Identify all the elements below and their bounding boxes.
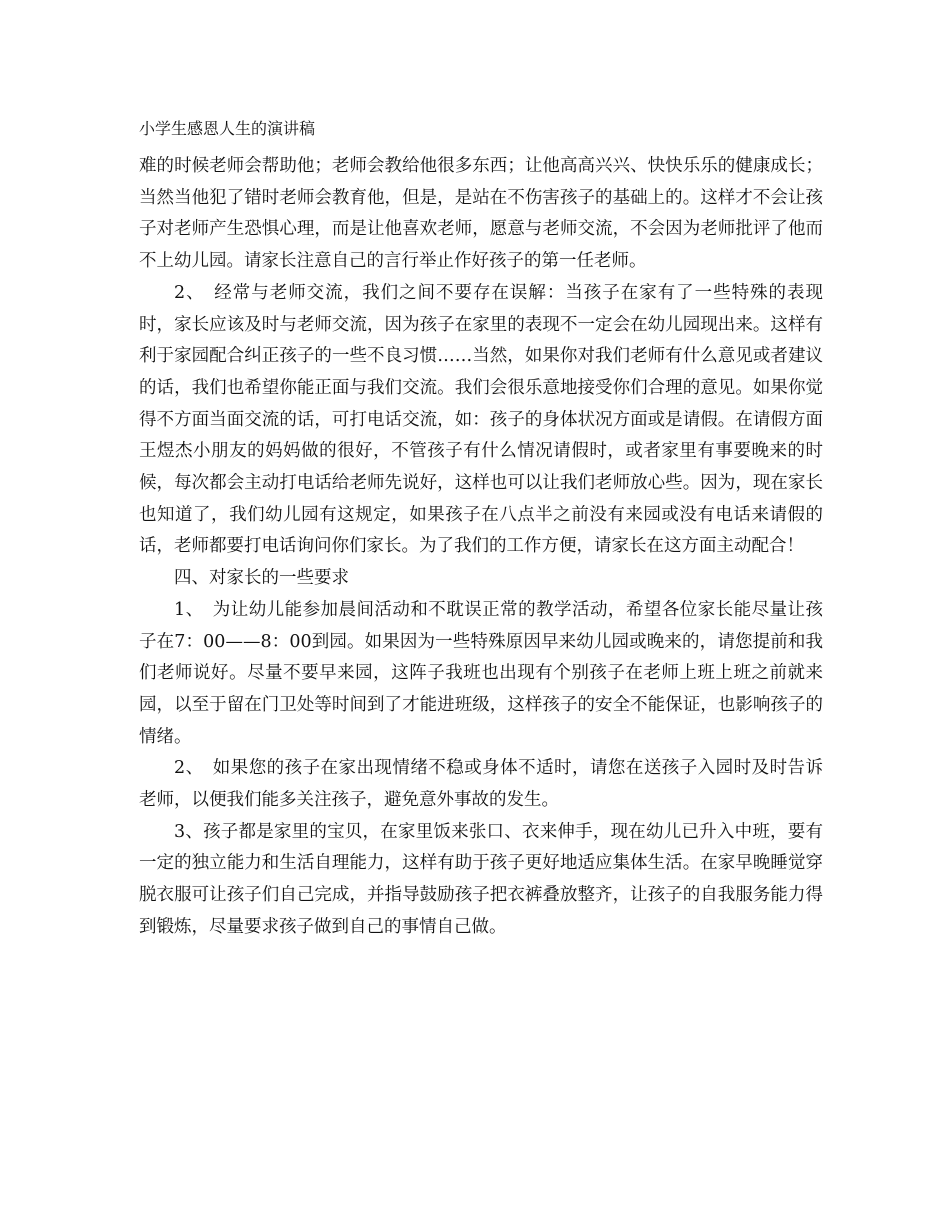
section-heading-parent-requirements: 四、对家长的一些要求 [174,568,349,589]
paragraph-continuation: 难的时候老师会帮助他；老师会教给他很多东西；让他高高兴兴、快快乐乐的健康成长；当然当他犯了错时老师会教育他，但是，是站在不伤害孩子的基础上的。这样才不会让孩子对老师产生恐惧心理，而是让他喜欢老师，愿意与老师交流，不会因为老师批评了他而不上幼儿园。请家长注意自己的言行举止作好孩子的第一任老师。 [139,156,823,272]
document-body [139,151,823,944]
paragraph-item-2-health: 2、 如果您的孩子在家出现情绪不稳或身体不适时，请您在送孩子入园时及时告诉老师，以便我们能多关注孩子，避免意外事故的发生。 [139,758,823,811]
paragraph-item-3-independence: 3、孩子都是家里的宝贝，在家里饭来张口、衣来伸手，现在幼儿已升入中班，要有一定的独立能力和生活自理能力，这样有助于孩子更好地适应集体生活。在家早晚睡觉穿脱衣服可让孩子们自己完成，并指导鼓励孩子把衣裤叠放整齐，让孩子的自我服务能力得到锻炼，尽量要求孩子做到自己的事情自己做。 [139,821,823,937]
page-title: 小学生感恩人生的演讲稿 [139,119,316,138]
paragraph-item-1-arrival-time: 1、 为让幼儿能参加晨间活动和不耽误正常的教学活动，希望各位家长能尽量让孩子在7：00——8：00到园。如果因为一些特殊原因早来幼儿园或晚来的，请您提前和我们老师说好。尽量不要早来园，这阵子我班也出现有个别孩子在老师上班上班之前就来园，以至于留在门卫处等时间到了才能进班级，这样孩子的安全不能保证，也影响孩子的情绪。 [139,599,823,747]
paragraph-item-2-communication: 2、 经常与老师交流，我们之间不要存在误解：当孩子在家有了一些特殊的表现时，家长应该及时与老师交流，因为孩子在家里的表现不一定会在幼儿园现出来。这样有利于家园配合纠正孩子的一些不良习惯……当然，如果你对我们老师有什么意见或者建议的话，我们也希望你能正面与我们交流。我们会很乐意地接受你们合理的意见。如果你觉得不方面当面交流的话，可打电话交流，如：孩子的身体状况方面或是请假。在请假方面王煜杰小朋友的妈妈做的很好，不管孩子有什么情况请假时，或者家里有事要晚来的时候，每次都会主动打电话给老师先说好，这样也可以让我们老师放心些。因为，现在家长也知道了，我们幼儿园有这规定，如果孩子在八点半之前没有来园或没有电话来请假的话，老师都要打电话询问你们家长。为了我们的工作方便，请家长在这方面主动配合！ [139,282,823,557]
